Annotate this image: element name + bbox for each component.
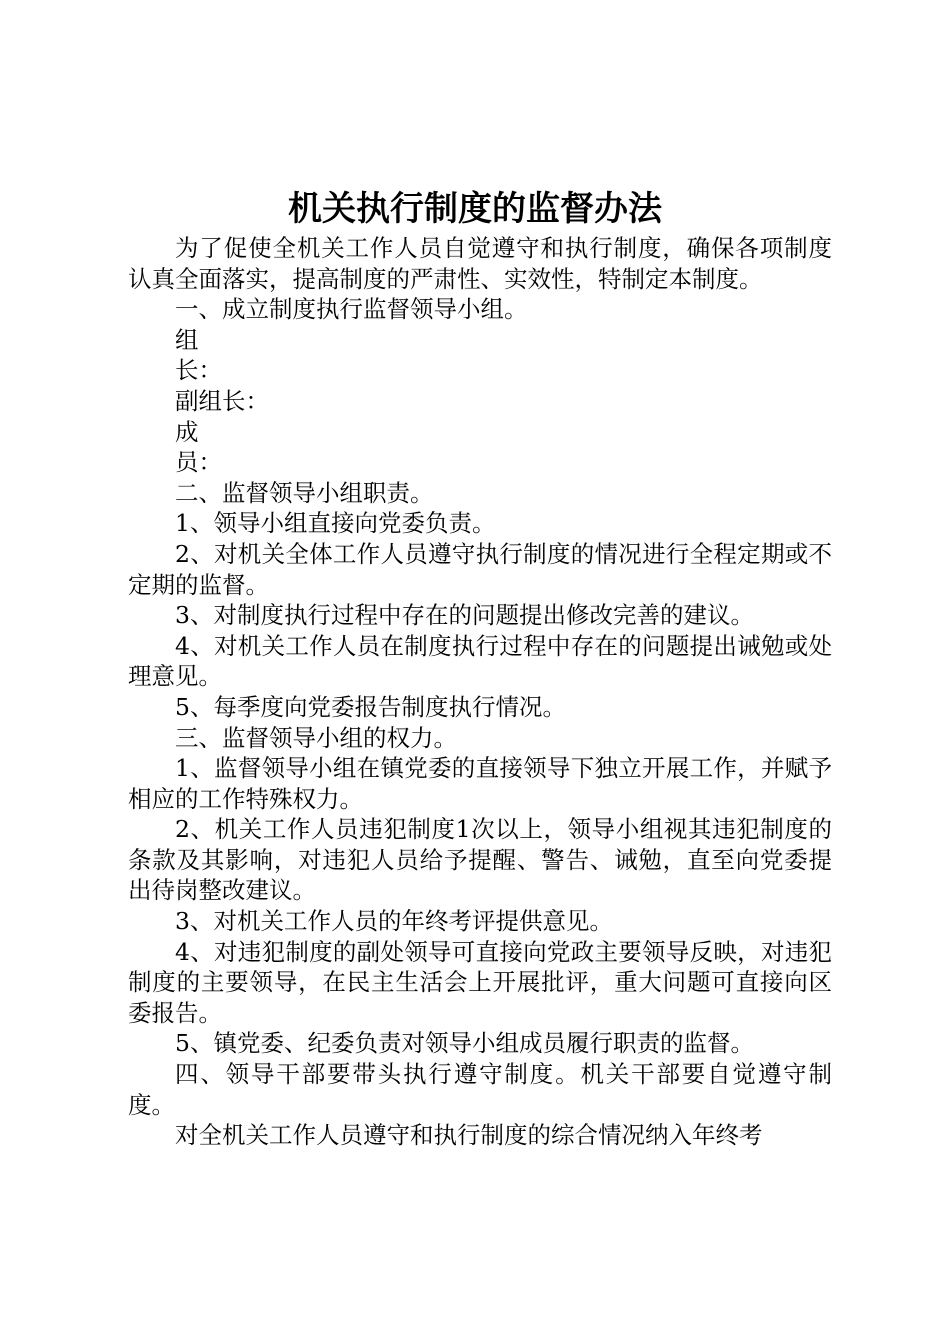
members-label: 成员： (175, 417, 222, 477)
section-4-heading: 四、领导干部要带头执行遵守制度。机关干部要自觉遵守制度。 (128, 1060, 832, 1119)
intro-paragraph: 为了促使全机关工作人员自觉遵守和执行制度，确保各项制度认真全面落实，提高制度的严肃性、实效性，特制定本制度。 (128, 234, 832, 293)
section-3-heading: 三、监督领导小组的权力。 (175, 723, 457, 752)
section-3-item-5: 5、镇党委、纪委负责对领导小组成员履行职责的监督。 (175, 1029, 754, 1058)
section-2-item-1: 1、领导小组直接向党委负责。 (175, 509, 496, 538)
document-body (128, 233, 832, 1151)
section-2-item-4: 4、对机关工作人员在制度执行过程中存在的问题提出诫勉或处理意见。 (128, 631, 832, 691)
section-3-item-4: 4、对违犯制度的副处领导可直接向党政主要领导反映，对违犯制度的主要领导，在民主生活会上开展批评，重大问题可直接向区委报告。 (128, 937, 832, 1027)
section-2-item-3: 3、对制度执行过程中存在的问题提出修改完善的建议。 (175, 601, 754, 630)
section-3-item-2: 2、机关工作人员违犯制度1次以上，领导小组视其违犯制度的条款及其影响，对违犯人员给予提醒、警告、诫勉，直至向党委提出待岗整改建议。 (128, 815, 832, 905)
leader-label: 组长： (175, 325, 222, 385)
section-3-item-3: 3、对机关工作人员的年终考评提供意见。 (175, 907, 613, 936)
section-3-item-1: 1、监督领导小组在镇党委的直接领导下独立开展工作，并赋予相应的工作特殊权力。 (128, 754, 832, 813)
deputy-leader-label: 副组长： (175, 386, 269, 415)
closing-paragraph: 对全机关工作人员遵守和执行制度的综合情况纳入年终考 (175, 1121, 763, 1150)
section-1-heading: 一、成立制度执行监督领导小组。 (175, 295, 528, 324)
document-title: 机关执行制度的监督办法 (288, 189, 662, 229)
section-2-heading: 二、监督领导小组职责。 (175, 478, 434, 507)
section-2-item-5: 5、每季度向党委报告制度执行情况。 (175, 692, 566, 721)
section-2-item-2: 2、对机关全体工作人员遵守执行制度的情况进行全程定期或不定期的监督。 (128, 539, 832, 599)
